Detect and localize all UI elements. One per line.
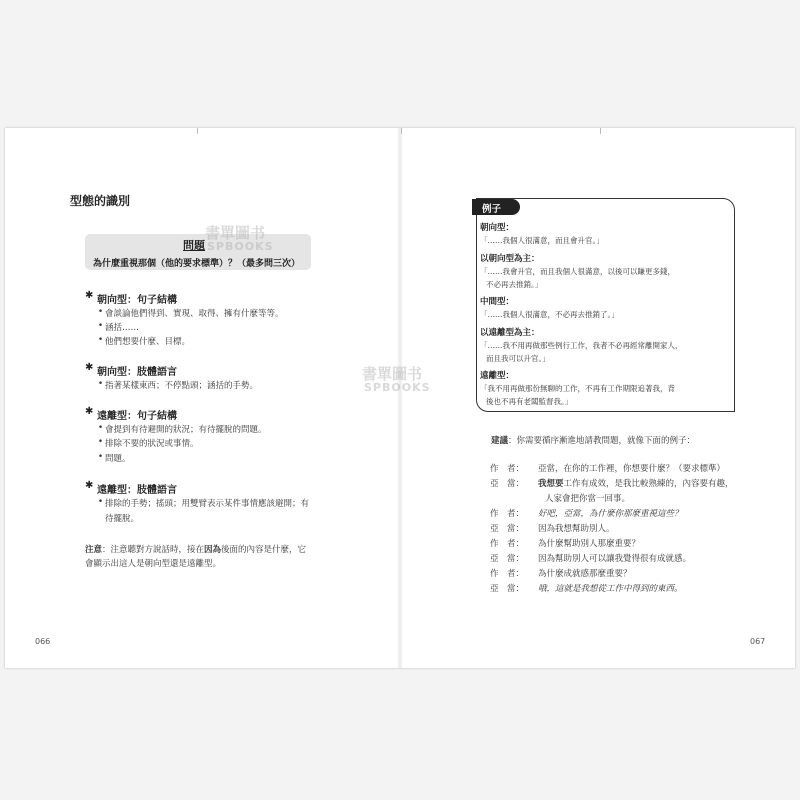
block-heading: 朝向型：肢體語言 xyxy=(97,367,177,378)
suggestion-text: ：你需要循序漸進地請教問題，就像下面的例子： xyxy=(508,436,696,446)
page-number: 067 xyxy=(750,637,766,646)
dialogue-line: 為什麼幫助別人那麼重要？ xyxy=(538,539,641,549)
note-text: 後面的內容是什麼，它 xyxy=(221,545,307,555)
example-quote: 「……我個人很滿意，而且會升官。」 xyxy=(480,236,604,245)
dialogue-line: 哦，這就是我想從工作中得到的東西。 xyxy=(538,584,683,594)
example-quote: 「……我會升官，而且我個人很滿意，以後可以賺更多錢， xyxy=(480,267,675,276)
watermark-text: 書單圖书 xyxy=(205,224,266,242)
bullet-marker: • xyxy=(98,307,104,317)
bullet-marker: • xyxy=(98,335,104,345)
crop-mark xyxy=(197,128,198,134)
question-title: 問題 xyxy=(183,239,205,252)
example-quote: 不必再去推銷。」 xyxy=(486,280,543,289)
bullet-text: 涵括…… xyxy=(105,323,140,333)
example-quote: 後也不再有老闆監督我。」 xyxy=(486,397,573,406)
bullet-text: 排除的手勢；搖頭；用雙臂表示某件事情應該避開；有 xyxy=(105,499,310,509)
watermark-text: SPBOOKS xyxy=(207,240,274,253)
bullet-marker: • xyxy=(98,452,104,462)
dialogue-speaker: 作 者： xyxy=(490,464,525,474)
watermark-text: 書單圖书 xyxy=(362,365,423,383)
dialogue-line: 亞當，在你的工作裡，你想要什麼？（要求標準） xyxy=(538,464,726,474)
bullet-marker: • xyxy=(98,423,104,433)
crop-mark xyxy=(401,128,402,134)
dialogue-emphasis: 我想要 xyxy=(538,479,564,489)
dialogue-speaker: 亞 當： xyxy=(490,524,525,534)
example-heading: 朝向型： xyxy=(480,223,515,233)
block-heading: 遠離型：肢體語言 xyxy=(97,485,177,496)
example-label: 例子 xyxy=(482,204,502,215)
bullet-marker: • xyxy=(98,497,104,507)
dialogue-line xyxy=(538,477,734,489)
dialogue-speaker: 作 者： xyxy=(490,539,525,549)
block-heading: 遠離型：句子結構 xyxy=(97,411,177,422)
bullet-star: ✱ xyxy=(85,480,94,491)
dialogue-speaker: 亞 當： xyxy=(490,479,525,489)
note-line: 會顯示出這人是朝向型還是遠離型。 xyxy=(85,559,222,569)
bullet-marker: • xyxy=(98,321,104,331)
example-quote: 「……我個人很滿意，不必再去推銷了。」 xyxy=(480,310,619,319)
dialogue-speaker: 作 者： xyxy=(490,569,525,579)
page-number: 066 xyxy=(35,637,51,646)
example-box xyxy=(476,198,735,412)
example-quote: 「……我不用再做那些例行工作，我者不必再經常離開家人， xyxy=(480,341,683,350)
dialogue-speaker: 作 者： xyxy=(490,509,525,519)
dialogue-speaker: 亞 當： xyxy=(490,554,525,564)
note-line xyxy=(85,543,306,555)
note-emphasis: 因為 xyxy=(204,545,222,555)
dialogue-line: 因為我想幫助別人。 xyxy=(538,524,615,534)
dialogue-line: 因為幫助別人可以讓我覺得很有成就感。 xyxy=(538,554,692,564)
bullet-text: 會提到有待避開的狀況；有待擺脫的問題。 xyxy=(105,425,267,435)
book-gutter xyxy=(397,128,403,668)
bullet-text: 指著某樣東西；不停點頭；涵括的手勢。 xyxy=(105,381,259,391)
question-text: 為什麼重視那個（他的要求標準）？（最多問三次） xyxy=(93,259,301,269)
suggestion-label: 建議 xyxy=(491,436,509,446)
example-quote: 「我不用再做那份無聊的工作，不再有工作期限追著我，背 xyxy=(480,384,675,393)
bullet-marker: • xyxy=(98,437,104,447)
dialogue-text: 工作有成效，是我比較熟練的，內容要有趣， xyxy=(563,479,734,489)
example-quote: 而且我可以升官。」 xyxy=(486,354,550,363)
bullet-star: ✱ xyxy=(85,406,94,417)
block-heading: 朝向型：句子結構 xyxy=(97,295,177,306)
section-title: 型態的識別 xyxy=(70,194,131,208)
bullet-text: 排除不要的狀況或事情。 xyxy=(105,439,199,449)
dialogue-speaker: 亞 當： xyxy=(490,584,525,594)
bullet-star: ✱ xyxy=(85,362,94,373)
dialogue-line: 好吧，亞當，為什麼你那麼重視這些？ xyxy=(538,509,683,519)
dialogue-line: 為什麼成就感那麼重要？ xyxy=(538,569,632,579)
example-heading: 遠離型： xyxy=(480,371,515,381)
bullet-text: 會談論他們得到、實現、取得、擁有什麼等等。 xyxy=(105,309,284,319)
example-heading: 中間型： xyxy=(480,297,515,307)
watermark-text: SPBOOKS xyxy=(364,381,431,394)
bullet-star: ✱ xyxy=(85,290,94,301)
example-heading: 以遠離型為主： xyxy=(480,328,540,338)
bullet-text: 問題。 xyxy=(105,454,131,464)
example-heading: 以朝向型為主： xyxy=(480,254,540,264)
bullet-marker: • xyxy=(98,379,104,389)
bullet-text: 待擺脫。 xyxy=(105,514,140,524)
crop-mark xyxy=(600,128,601,134)
note-text: ：注意聽對方說話時，接在 xyxy=(102,545,205,555)
suggestion-line xyxy=(491,434,695,446)
bullet-text: 他們想要什麼、目標。 xyxy=(105,337,191,347)
dialogue-line: 人家會把你當一回事。 xyxy=(545,494,631,504)
note-label: 注意 xyxy=(85,545,103,555)
